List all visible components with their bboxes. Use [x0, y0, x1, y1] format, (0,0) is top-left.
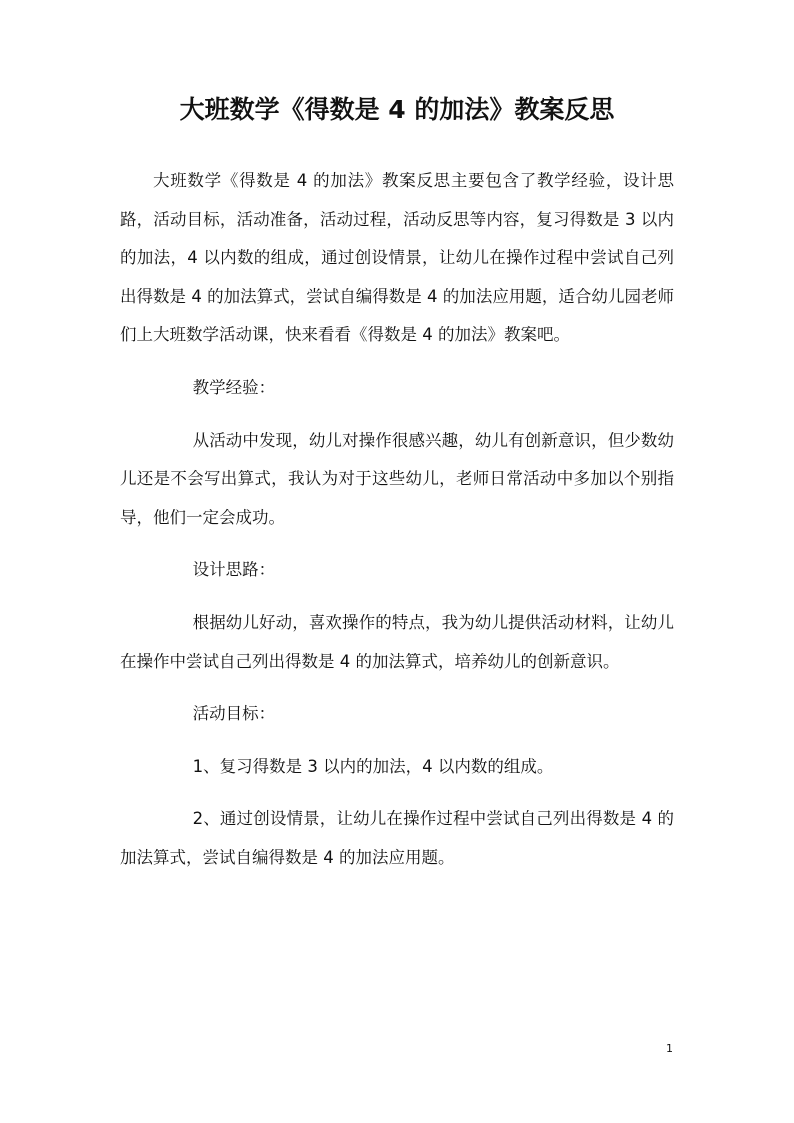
document-body	[120, 162, 674, 892]
section-heading-teaching-experience: 教学经验：	[192, 377, 276, 397]
activity-goal-item-2: 2、通过创设情景，让幼儿在操作过程中尝试自己列出得数是 4 的加法算式，尝试自编得数是 4 的加法应用题。	[120, 809, 674, 867]
section-heading-activity-goals: 活动目标：	[192, 704, 276, 724]
page-number: 1	[666, 1042, 673, 1055]
document-title: 大班数学《得数是 4 的加法》教案反思	[179, 95, 615, 124]
teaching-experience-paragraph: 从活动中发现，幼儿对操作很感兴趣，幼儿有创新意识，但少数幼儿还是不会写出算式，我认为对于这些幼儿，老师日常活动中多加以个别指导，他们一定会成功。	[120, 430, 674, 527]
activity-goal-item-1: 1、复习得数是 3 以内的加法，4 以内数的组成。	[192, 756, 554, 776]
design-idea-paragraph: 根据幼儿好动，喜欢操作的特点，我为幼儿提供活动材料，让幼儿在操作中尝试自己列出得数是 4 的加法算式，培养幼儿的创新意识。	[120, 612, 674, 671]
intro-paragraph: 大班数学《得数是 4 的加法》教案反思主要包含了教学经验，设计思路，活动目标，活动准备，活动过程，活动反思等内容，复习得数是 3 以内的加法，4 以内数的组成，通过创设情景，让幼儿在操作过程中尝试自己列出得数是 4 的加法算式，尝试自编得数是 4 的加法应用题，适合幼儿园老师们上大班数学活动课，快来看看《得数是 4 的加法》教案吧。	[120, 171, 674, 345]
section-heading-design-idea: 设计思路：	[192, 560, 276, 580]
